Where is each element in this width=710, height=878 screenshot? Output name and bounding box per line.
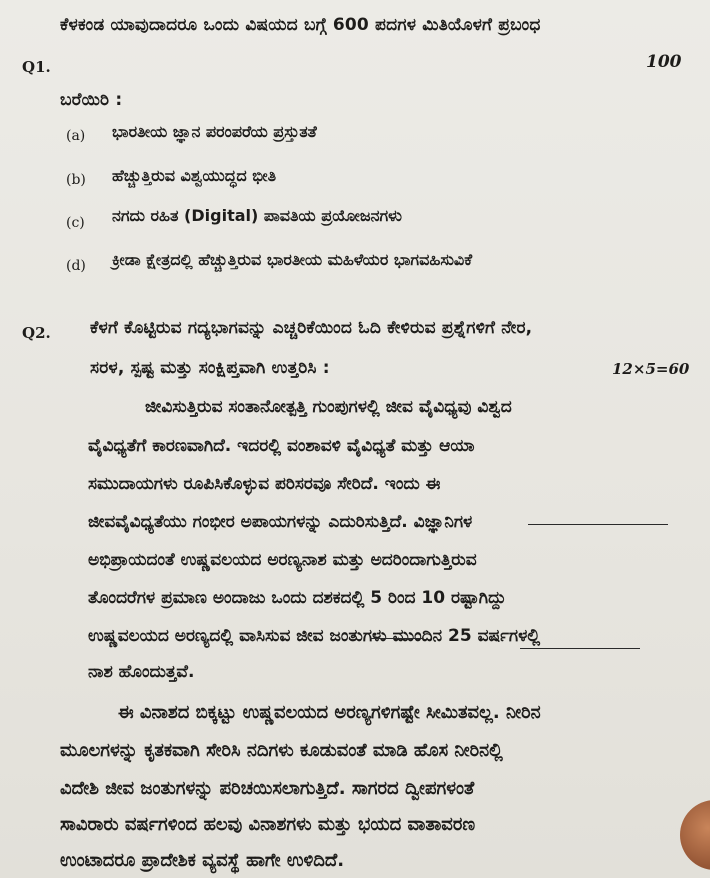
q1-option-a-letter: (a)	[66, 128, 86, 144]
q1-option-d-text: ಕ್ರೀಡಾ ಕ್ಷೇತ್ರದಲ್ಲಿ ಹೆಚ್ಚುತ್ತಿರುವ ಭಾರತೀಯ ಮಹಿಳೆಯರ ಭಾಗವಹಿಸುವಿಕೆ	[112, 250, 473, 269]
q1-number: Q1.	[22, 58, 51, 76]
passage-line: ಈ ವಿನಾಶದ ಬಿಕ್ಕಟ್ಟು ಉಷ್ಣವಲಯದ ಅರಣ್ಯಗಳಿಗಷ್ಟೇ ಸೀಮಿತವಲ್ಲ. ನೀರಿನ	[118, 702, 541, 723]
q1-prompt-line1: ಕೆಳಕಂಡ ಯಾವುದಾದರೂ ಒಂದು ವಿಷಯದ ಬಗ್ಗೆ 600 ಪದಗಳ ಮಿತಿಯೊಳಗೆ ಪ್ರಬಂಧ	[60, 15, 541, 35]
q1-prompt-line2: ಬರೆಯಿರಿ :	[60, 90, 123, 110]
q2-marks: 12×5=60	[612, 360, 690, 378]
q1-option-c-text: ನಗದು ರಹಿತ (Digital) ಪಾವತಿಯ ಪ್ರಯೋಜನಗಳು	[112, 206, 402, 225]
q2-prompt-line1: ಕೆಳಗೆ ಕೊಟ್ಟಿರುವ ಗದ್ಯಭಾಗವನ್ನು ಎಚ್ಚರಿಕೆಯಿಂದ ಓದಿ ಕೇಳಿರುವ ಪ್ರಶ್ನೆಗಳಿಗೆ ನೇರ,	[90, 318, 533, 338]
q1-marks: 100	[646, 52, 682, 72]
q1-option-a-text: ಭಾರತೀಯ ಜ್ಞಾನ ಪರಂಪರೆಯ ಪ್ರಸ್ತುತತೆ	[112, 122, 317, 141]
q1-option-d-letter: (d)	[66, 258, 86, 274]
passage-line: ಸಾವಿರಾರು ವರ್ಷಗಳಿಂದ ಹಲವು ವಿನಾಶಗಳು ಮತ್ತು ಭಯದ ವಾತಾವರಣ	[60, 814, 476, 835]
q1-option-b-text: ಹೆಚ್ಚುತ್ತಿರುವ ವಿಶ್ವಯುದ್ಧದ ಭೀತಿ	[112, 166, 277, 185]
pen-underline	[370, 638, 422, 639]
passage-line: ಮೂಲಗಳನ್ನು ಕೃತಕವಾಗಿ ಸೇರಿಸಿ ನದಿಗಳು ಕೂಡುವಂತೆ ಮಾಡಿ ಹೊಸ ನೀರಿನಲ್ಲಿ	[60, 740, 503, 761]
passage-line: ವೈವಿಧ್ಯತೆಗೆ ಕಾರಣವಾಗಿದೆ. ಇದರಲ್ಲಿ ವಂಶಾವಳಿ ವೈವಿಧ್ಯತೆ ಮತ್ತು ಆಯಾ	[88, 436, 475, 456]
passage-line: ಉಷ್ಣವಲಯದ ಅರಣ್ಯದಲ್ಲಿ ವಾಸಿಸುವ ಜೀವ ಜಂತುಗಳು ಮುಂದಿನ 25 ವರ್ಷಗಳಲ್ಲಿ	[88, 626, 541, 646]
passage-line: ವಿದೇಶಿ ಜೀವ ಜಂತುಗಳನ್ನು ಪರಿಚಯಿಸಲಾಗುತ್ತಿದೆ. ಸಾಗರದ ದ್ವೀಪಗಳಂತೆ	[60, 778, 475, 799]
q2-number: Q2.	[22, 324, 51, 342]
q2-prompt-line2: ಸರಳ, ಸ್ಪಷ್ಟ ಮತ್ತು ಸಂಕ್ಷಿಪ್ತವಾಗಿ ಉತ್ತರಿಸಿ :	[90, 358, 330, 378]
coin-object	[680, 800, 710, 870]
q1-option-b-letter: (b)	[66, 172, 86, 188]
pen-underline	[528, 524, 668, 525]
passage-line: ಅಭಿಪ್ರಾಯದಂತೆ ಉಷ್ಣವಲಯದ ಅರಣ್ಯನಾಶ ಮತ್ತು ಅದರಿಂದಾಗುತ್ತಿರುವ	[88, 550, 477, 570]
passage-line: ಉಂಟಾದರೂ ಪ್ರಾದೇಶಿಕ ವ್ಯವಸ್ಥೆ ಹಾಗೇ ಉಳಿದಿದೆ.	[60, 850, 345, 871]
passage-line: ಜೀವವೈವಿಧ್ಯತೆಯು ಗಂಭೀರ ಅಪಾಯಗಳನ್ನು ಎದುರಿಸುತ್ತಿದೆ. ವಿಜ್ಞಾನಿಗಳ	[88, 512, 473, 532]
q1-option-c-letter: (c)	[66, 215, 85, 231]
passage-line: ಸಮುದಾಯಗಳು ರೂಪಿಸಿಕೊಳ್ಳುವ ಪರಿಸರವೂ ಸೇರಿದೆ. ಇಂದು ಈ	[88, 474, 441, 494]
passage-line: ನಾಶ ಹೊಂದುತ್ತವೆ.	[88, 662, 195, 682]
pen-underline	[520, 648, 640, 649]
passage-line: ತೊಂದರೆಗಳ ಪ್ರಮಾಣ ಅಂದಾಜು ಒಂದು ದಶಕದಲ್ಲಿ 5 ರಿಂದ 10 ರಷ್ಟಾಗಿದ್ದು	[88, 588, 507, 608]
passage-line: ಜೀವಿಸುತ್ತಿರುವ ಸಂತಾನೋತ್ಪತ್ತಿ ಗುಂಪುಗಳಲ್ಲಿ ಜೀವ ವೈವಿಧ್ಯವು ವಿಶ್ವದ	[145, 397, 512, 417]
